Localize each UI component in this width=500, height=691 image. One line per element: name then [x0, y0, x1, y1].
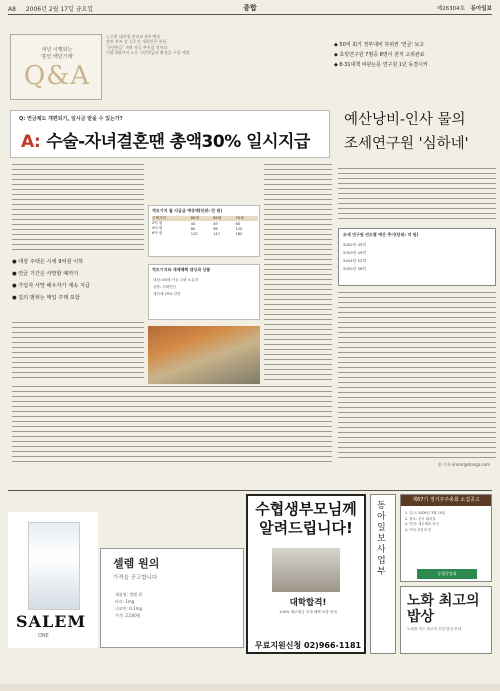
ad-line: 제품명: 셀렘 원 — [115, 592, 143, 597]
table-cell: 98 — [213, 226, 218, 231]
person-photo — [272, 548, 340, 592]
table-title: 역모기지 월 지급금 예상액(단위: 만 원) — [152, 208, 223, 213]
section-title: 종합 — [243, 4, 257, 12]
lead-line: 관련 부처 장 실무진 개편안은 관통 — [106, 39, 167, 45]
main-headline-box — [10, 110, 330, 158]
vertical-ad — [370, 494, 396, 654]
salem-ad — [8, 512, 98, 648]
salem-sub: ONE — [38, 633, 49, 639]
main-headline — [21, 127, 310, 152]
book-sub: 노화를 막는 최고의 건강 밥상 안내 — [407, 627, 462, 631]
table-cell: 147 — [213, 231, 220, 236]
table-cell: 49 — [213, 221, 218, 226]
article-column-1b — [12, 322, 144, 382]
qa-box — [10, 34, 102, 100]
article-column-1 — [12, 164, 144, 254]
table-cell: 120 — [190, 231, 198, 236]
table-cell: 60 — [235, 221, 241, 226]
key-point: ● 연금 기간은 사망할 때까지 — [12, 271, 79, 277]
side-article-top — [338, 168, 496, 224]
ad-divider — [8, 490, 492, 491]
shareholder-notice-ad — [400, 494, 492, 582]
lead-line: 이행 3월까지 노동 국민연금의 확정을 구할 예정 — [106, 50, 190, 56]
qa-sub2: '혼인 백년가계' — [40, 54, 74, 60]
table-cell: 40 — [190, 221, 196, 226]
bank-small: 100% 제로예금 우대 혜택 보장 안내 — [279, 610, 337, 614]
ad-subtitle: 가격을 공고합니다 — [113, 575, 158, 581]
notice-title: 제67기 정기주주총회 소집공고 — [401, 495, 491, 506]
notice-line: 3. 안건: 재무제표 승인 — [405, 522, 439, 526]
table-title: 역모기지와 세제혜택 대상과 상품 — [152, 267, 211, 272]
table-cell: 주택가격 — [152, 216, 166, 220]
header-rule — [8, 14, 492, 15]
table-cell: 80 — [190, 226, 196, 231]
side-article-body — [338, 292, 496, 460]
lead-text — [106, 34, 330, 100]
notice-line: 1. 일시: 2006년 3월 10일 — [405, 511, 446, 515]
ad-line: 가격: 2,500원 — [115, 613, 141, 618]
box-line: 2003년 49억 — [343, 250, 367, 255]
salem-logo: SALEM — [16, 612, 87, 631]
article-bottom-columns — [12, 386, 332, 466]
page-no: A8 — [8, 6, 16, 13]
budget-box — [338, 228, 496, 286]
lead-line: 노무현 대통령 총리보 4세 예정 — [106, 34, 160, 39]
key-points — [12, 256, 144, 304]
ad-title: 셀렘 원의 — [113, 557, 160, 570]
article-photo — [148, 326, 260, 384]
table-row: 상품: 주택연금 — [153, 285, 177, 289]
byline: 홍 기자 kmmr@donga.com — [437, 462, 490, 467]
vertical-ad-text: 동아일보사업부 — [377, 501, 386, 577]
page-footer — [0, 684, 500, 691]
article-column-3 — [264, 164, 332, 382]
box-line: 2004년 52억 — [343, 258, 367, 263]
bank-ad — [246, 494, 366, 654]
notice-line: 4. 이사 선임의 건 — [405, 527, 432, 532]
book-ad — [400, 586, 492, 654]
table-row — [152, 231, 258, 236]
summary-bullet: ◆ 초빙연구원 7명중 8명이 전직 고위관료 — [334, 52, 425, 58]
paper-info — [437, 4, 492, 12]
bank-phone: 무료지원신청 02)966-1181 — [254, 641, 362, 650]
qa-title: Q&A — [23, 61, 91, 91]
edition: 제26304호 — [436, 6, 465, 12]
summary-bullet: ◆ 8·31대책 비판논문 연구원 1년 동결시켜 — [334, 62, 428, 68]
answer-prefix: A: — [21, 132, 41, 152]
key-point: ● 대상 주택은 시세 9억원 이하 — [12, 259, 84, 265]
nonghyup-logo: 농협중앙회 — [417, 569, 477, 579]
table-cell: 4억 원 — [152, 226, 163, 230]
side-headline — [344, 108, 494, 156]
qa-sub1: 내년 시행되는 — [41, 47, 73, 53]
box-title: 조세 연구원 연도별 예산 추이(단위: 억 원) — [343, 232, 419, 237]
table-cell: 65세 — [213, 216, 222, 220]
question-line: Q: 연금제도 개편되기, 일시금 받을 수 있는가? — [19, 116, 123, 122]
summary-bullets — [334, 40, 494, 70]
price-notice-ad — [100, 548, 244, 648]
pension-data-table — [152, 216, 258, 236]
notice-line: 2. 장소: 본사 회의실 — [405, 516, 436, 521]
ad-line: 타르: 1mg — [115, 599, 135, 604]
qa-subtitle — [11, 47, 103, 61]
table-cell: 60세 — [190, 216, 199, 220]
side-headline-line: 조세연구원 '심하네' — [344, 136, 469, 152]
bank-headline: 수협생부모님께 알려드립니다! — [255, 500, 357, 537]
table-cell: 120 — [235, 226, 243, 231]
ad-line: 니코틴: 0.1mg — [115, 606, 143, 611]
box-line: 2005년 58억 — [343, 266, 367, 271]
page-date: 2006년 2월 17일 금요일 — [25, 6, 94, 13]
table-cell: 2억 원 — [152, 221, 163, 225]
summary-bullet: ◆ 50억 회기 정부대비 하위권 '연금' 보고 — [334, 42, 425, 48]
table-cell: 180 — [235, 231, 243, 236]
table-cell: 6억 원 — [152, 231, 163, 235]
key-point: ● 집의 범위는 매입 주택 포함 — [12, 295, 80, 301]
pension-table — [148, 205, 260, 257]
table-row: 대상: 65세 이상 주택 소유자 — [153, 278, 199, 282]
bank-mid: 대학합격! — [289, 598, 327, 608]
table-cell: 70세 — [235, 216, 244, 220]
book-title: 노화 최고의 밥상 — [407, 593, 480, 625]
paper-name: 동아일보 — [470, 6, 492, 12]
tax-benefit-table — [148, 264, 260, 320]
key-point: ● 가입자 사망 배우자가 계속 지급 — [12, 283, 90, 289]
lead-line: '국민연금' 개혁 적극 추진할 것이다 — [106, 44, 168, 50]
table-row: 재산세 25% 감면 — [153, 292, 181, 296]
cigarette-pack-icon — [28, 522, 80, 610]
side-headline-line: 예산낭비-인사 물의 — [344, 112, 466, 128]
headline-text: 수술-자녀결혼땐 총액30% 일시지급 — [46, 132, 310, 152]
box-line: 2002년 45억 — [343, 242, 367, 247]
